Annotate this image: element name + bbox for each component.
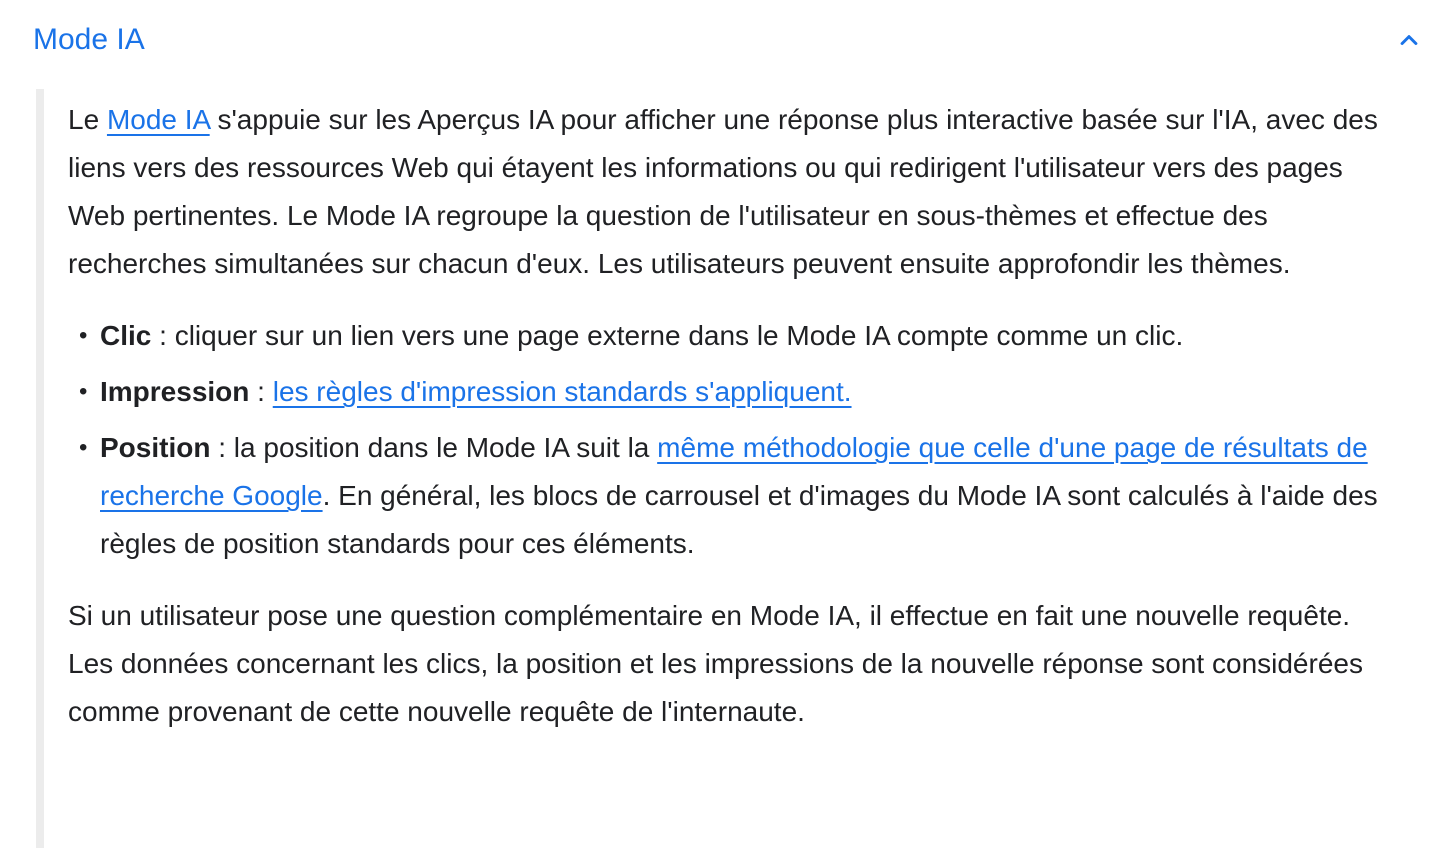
mode-ia-link[interactable]: Mode IA [106,104,210,135]
position-methodology-link[interactable]: même méthodologie que celle d'une page de résultats de recherche Google [100,432,1368,511]
metric-separator: : [210,432,234,463]
intro-text-pre: Le [68,104,107,135]
collapse-button[interactable] [1394,25,1424,55]
list-item-position [68,424,1395,568]
metric-term: Clic [100,320,152,351]
metric-text: cliquer sur un lien vers une page externe dans le Mode IA compte comme un clic. [174,320,1184,351]
intro-paragraph [68,96,1395,288]
list-item-impression [68,368,1395,416]
accordion-title[interactable]: Mode IA [33,23,145,56]
metric-text-post: . En général, les blocs de carrousel et d'images du Mode IA sont calculés à l'aide des règles de position standards pour ces éléments. [100,480,1378,559]
list-item-clic [68,312,1395,360]
chevron-up-icon [1394,25,1424,55]
accordion-header [0,0,1452,58]
metric-term: Position [100,432,211,463]
metric-text: la position dans le Mode IA suit la [233,432,658,463]
metrics-list [68,312,1395,568]
metric-term: Impression [100,376,250,407]
impression-rules-link[interactable]: les règles d'impression standards s'appliquent. [272,376,852,407]
metric-separator: : [151,320,175,351]
metric-separator: : [249,376,273,407]
intro-text-post: s'appuie sur les Aperçus IA pour afficher une réponse plus interactive basée sur l'IA, avec des liens vers des ressources Web qui étayent les informations ou qui redirigent l'utilisateur vers des pages Web pertinentes. Le Mode IA regroupe la question de l'utilisateur en sous-thèmes et effectue des recherches simultanées sur chacun d'eux. Les utilisateurs peuvent ensuite approfondir les thèmes. [68,104,1378,279]
accordion-body [36,89,1452,848]
followup-paragraph: Si un utilisateur pose une question complémentaire en Mode IA, il effectue en fait une nouvelle requête. Les données concernant les clics, la position et les impressions de la nouvelle réponse sont considérées comme provenant de cette nouvelle requête de l'internaute. [68,600,1363,727]
